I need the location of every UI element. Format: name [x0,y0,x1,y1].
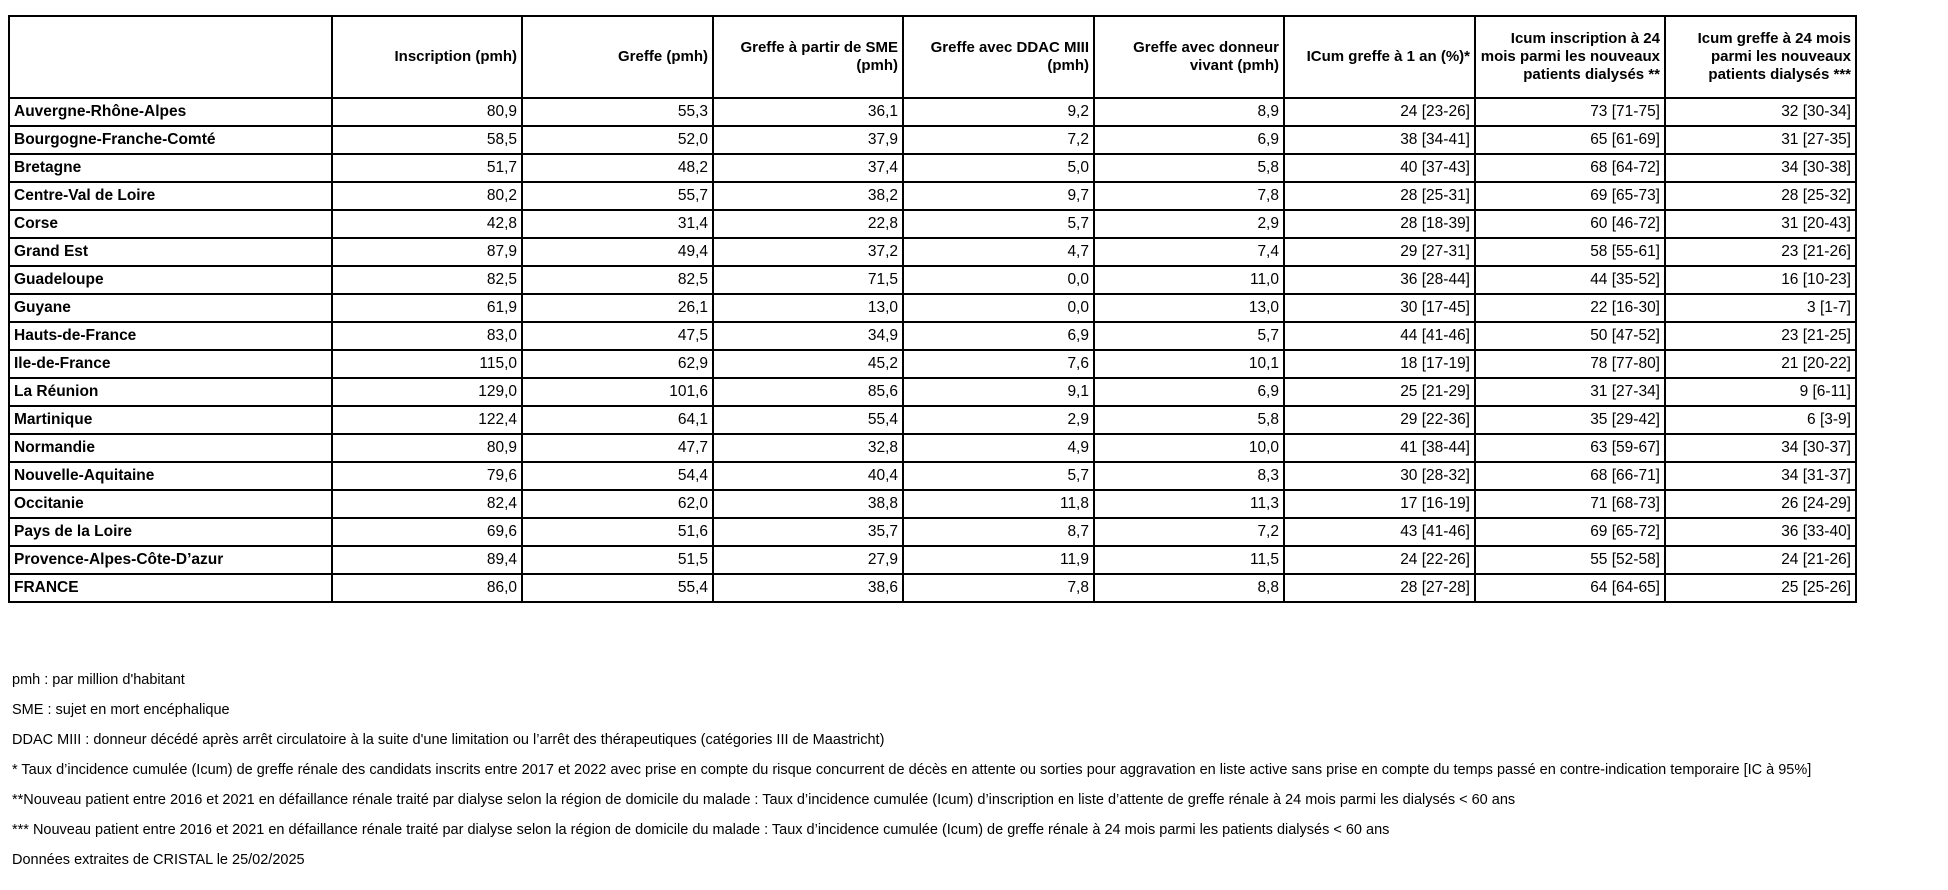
value-cell: 7,4 [1094,238,1284,266]
table-row [9,574,1856,602]
value-cell: 13,0 [713,294,903,322]
region-name-cell: Centre-Val de Loire [9,182,332,210]
value-cell: 82,5 [332,266,522,294]
value-cell: 36 [28-44] [1284,266,1475,294]
value-cell: 3 [1-7] [1665,294,1856,322]
value-cell: 47,7 [522,434,713,462]
value-cell: 68 [64-72] [1475,154,1665,182]
value-cell: 47,5 [522,322,713,350]
value-cell: 0,0 [903,294,1094,322]
value-cell: 35,7 [713,518,903,546]
region-name-cell: FRANCE [9,574,332,602]
column-header: Icum greffe à 24 mois parmi les nouveaux patients dialysés *** [1665,16,1856,98]
value-cell: 11,8 [903,490,1094,518]
column-header: Inscription (pmh) [332,16,522,98]
footnotes [12,665,1942,875]
value-cell: 48,2 [522,154,713,182]
value-cell: 13,0 [1094,294,1284,322]
region-name-cell: Grand Est [9,238,332,266]
value-cell: 4,7 [903,238,1094,266]
value-cell: 80,9 [332,434,522,462]
value-cell: 7,6 [903,350,1094,378]
value-cell: 37,4 [713,154,903,182]
value-cell: 6,9 [903,322,1094,350]
table-row [9,406,1856,434]
value-cell: 42,8 [332,210,522,238]
table-body [9,98,1856,602]
value-cell: 71,5 [713,266,903,294]
region-name-cell: Provence-Alpes-Côte-D’azur [9,546,332,574]
value-cell: 25 [25-26] [1665,574,1856,602]
value-cell: 38,6 [713,574,903,602]
value-cell: 5,8 [1094,406,1284,434]
value-cell: 49,4 [522,238,713,266]
value-cell: 63 [59-67] [1475,434,1665,462]
table-row [9,98,1856,126]
value-cell: 129,0 [332,378,522,406]
table-row [9,518,1856,546]
value-cell: 69,6 [332,518,522,546]
region-name-cell: Normandie [9,434,332,462]
value-cell: 43 [41-46] [1284,518,1475,546]
value-cell: 31 [20-43] [1665,210,1856,238]
value-cell: 9 [6-11] [1665,378,1856,406]
table-row [9,322,1856,350]
value-cell: 122,4 [332,406,522,434]
value-cell: 37,9 [713,126,903,154]
value-cell: 115,0 [332,350,522,378]
value-cell: 31 [27-35] [1665,126,1856,154]
region-name-cell: Ile-de-France [9,350,332,378]
value-cell: 5,0 [903,154,1094,182]
region-name-cell: Hauts-de-France [9,322,332,350]
value-cell: 9,1 [903,378,1094,406]
value-cell: 7,8 [1094,182,1284,210]
table-row [9,210,1856,238]
column-header: Greffe avec DDAC MIII (pmh) [903,16,1094,98]
value-cell: 82,4 [332,490,522,518]
value-cell: 5,7 [903,462,1094,490]
table-row [9,462,1856,490]
regional-transplant-table [8,15,1857,603]
table-row [9,350,1856,378]
value-cell: 51,5 [522,546,713,574]
table-row [9,266,1856,294]
region-name-cell: Nouvelle-Aquitaine [9,462,332,490]
value-cell: 62,9 [522,350,713,378]
value-cell: 23 [21-26] [1665,238,1856,266]
column-header: Icum inscription à 24 mois parmi les nouveaux patients dialysés ** [1475,16,1665,98]
value-cell: 55,3 [522,98,713,126]
value-cell: 9,7 [903,182,1094,210]
region-name-cell: Bretagne [9,154,332,182]
value-cell: 24 [22-26] [1284,546,1475,574]
value-cell: 8,3 [1094,462,1284,490]
value-cell: 22 [16-30] [1475,294,1665,322]
value-cell: 35 [29-42] [1475,406,1665,434]
value-cell: 5,8 [1094,154,1284,182]
table-row [9,546,1856,574]
value-cell: 8,8 [1094,574,1284,602]
region-name-cell: La Réunion [9,378,332,406]
value-cell: 17 [16-19] [1284,490,1475,518]
value-cell: 34,9 [713,322,903,350]
value-cell: 64 [64-65] [1475,574,1665,602]
value-cell: 54,4 [522,462,713,490]
value-cell: 28 [27-28] [1284,574,1475,602]
region-name-cell: Auvergne-Rhône-Alpes [9,98,332,126]
region-name-cell: Bourgogne-Franche-Comté [9,126,332,154]
value-cell: 6 [3-9] [1665,406,1856,434]
region-name-cell: Occitanie [9,490,332,518]
value-cell: 28 [25-32] [1665,182,1856,210]
value-cell: 36,1 [713,98,903,126]
value-cell: 26 [24-29] [1665,490,1856,518]
value-cell: 44 [35-52] [1475,266,1665,294]
table-row [9,126,1856,154]
value-cell: 45,2 [713,350,903,378]
region-name-cell: Guadeloupe [9,266,332,294]
footnote-line: **Nouveau patient entre 2016 et 2021 en défaillance rénale traité par dialyse selon la région de domicile du malade : Taux d’incidence cumulée (Icum) d’inscription en liste d’attente de greffe rénale à 24 mois parmi les dialysés < 60 ans [12,792,1516,808]
value-cell: 0,0 [903,266,1094,294]
value-cell: 51,7 [332,154,522,182]
value-cell: 40 [37-43] [1284,154,1475,182]
value-cell: 4,9 [903,434,1094,462]
region-name-cell: Martinique [9,406,332,434]
value-cell: 86,0 [332,574,522,602]
value-cell: 78 [77-80] [1475,350,1665,378]
value-cell: 50 [47-52] [1475,322,1665,350]
value-cell: 26,1 [522,294,713,322]
value-cell: 11,5 [1094,546,1284,574]
value-cell: 32 [30-34] [1665,98,1856,126]
column-header: ICum greffe à 1 an (%)* [1284,16,1475,98]
footnote-line: Données extraites de CRISTAL le 25/02/2025 [12,852,305,868]
value-cell: 27,9 [713,546,903,574]
region-name-cell: Guyane [9,294,332,322]
header-corner-cell [9,16,332,98]
value-cell: 18 [17-19] [1284,350,1475,378]
footnote-line: SME : sujet en mort encéphalique [12,702,230,718]
footnote-line: *** Nouveau patient entre 2016 et 2021 en défaillance rénale traité par dialyse selon la région de domicile du malade : Taux d’incidence cumulée (Icum) de greffe rénale à 24 mois parmi les patients dialysés < 60 ans [12,822,1390,838]
region-name-cell: Pays de la Loire [9,518,332,546]
table-row [9,490,1856,518]
value-cell: 25 [21-29] [1284,378,1475,406]
value-cell: 69 [65-72] [1475,518,1665,546]
value-cell: 5,7 [1094,322,1284,350]
value-cell: 55,4 [713,406,903,434]
value-cell: 6,9 [1094,126,1284,154]
value-cell: 7,2 [1094,518,1284,546]
value-cell: 8,9 [1094,98,1284,126]
value-cell: 64,1 [522,406,713,434]
value-cell: 2,9 [1094,210,1284,238]
value-cell: 32,8 [713,434,903,462]
value-cell: 38,8 [713,490,903,518]
value-cell: 89,4 [332,546,522,574]
value-cell: 36 [33-40] [1665,518,1856,546]
value-cell: 7,2 [903,126,1094,154]
value-cell: 82,5 [522,266,713,294]
value-cell: 10,0 [1094,434,1284,462]
value-cell: 34 [30-37] [1665,434,1856,462]
value-cell: 69 [65-73] [1475,182,1665,210]
value-cell: 30 [17-45] [1284,294,1475,322]
value-cell: 23 [21-25] [1665,322,1856,350]
table-row [9,182,1856,210]
value-cell: 31 [27-34] [1475,378,1665,406]
value-cell: 79,6 [332,462,522,490]
value-cell: 29 [22-36] [1284,406,1475,434]
column-header: Greffe avec donneur vivant (pmh) [1094,16,1284,98]
value-cell: 58 [55-61] [1475,238,1665,266]
value-cell: 73 [71-75] [1475,98,1665,126]
value-cell: 87,9 [332,238,522,266]
value-cell: 41 [38-44] [1284,434,1475,462]
value-cell: 65 [61-69] [1475,126,1665,154]
value-cell: 62,0 [522,490,713,518]
value-cell: 29 [27-31] [1284,238,1475,266]
value-cell: 11,3 [1094,490,1284,518]
table-row [9,154,1856,182]
value-cell: 10,1 [1094,350,1284,378]
value-cell: 24 [21-26] [1665,546,1856,574]
value-cell: 16 [10-23] [1665,266,1856,294]
value-cell: 30 [28-32] [1284,462,1475,490]
value-cell: 28 [25-31] [1284,182,1475,210]
value-cell: 2,9 [903,406,1094,434]
footnote-line: DDAC MIII : donneur décédé après arrêt circulatoire à la suite d'une limitation ou l’arrêt des thérapeutiques (catégories III de Maastricht) [12,732,885,748]
value-cell: 21 [20-22] [1665,350,1856,378]
value-cell: 31,4 [522,210,713,238]
value-cell: 6,9 [1094,378,1284,406]
value-cell: 38 [34-41] [1284,126,1475,154]
value-cell: 7,8 [903,574,1094,602]
table-row [9,434,1856,462]
table-header-row [9,16,1856,98]
value-cell: 58,5 [332,126,522,154]
column-header: Greffe (pmh) [522,16,713,98]
value-cell: 85,6 [713,378,903,406]
footnote-line: * Taux d’incidence cumulée (Icum) de greffe rénale des candidats inscrits entre 2017 et 2022 avec prise en compte du risque concurrent de décès en attente ou sorties pour aggravation en liste active sans prise en compte du temps passé en contre-indication temporaire [IC à 95%] [12,762,1812,778]
value-cell: 101,6 [522,378,713,406]
value-cell: 51,6 [522,518,713,546]
value-cell: 9,2 [903,98,1094,126]
value-cell: 5,7 [903,210,1094,238]
table-row [9,238,1856,266]
value-cell: 71 [68-73] [1475,490,1665,518]
value-cell: 55 [52-58] [1475,546,1665,574]
value-cell: 11,0 [1094,266,1284,294]
footnote-line: pmh : par million d'habitant [12,672,185,688]
value-cell: 60 [46-72] [1475,210,1665,238]
table-row [9,378,1856,406]
value-cell: 24 [23-26] [1284,98,1475,126]
value-cell: 52,0 [522,126,713,154]
value-cell: 22,8 [713,210,903,238]
value-cell: 38,2 [713,182,903,210]
value-cell: 34 [30-38] [1665,154,1856,182]
value-cell: 28 [18-39] [1284,210,1475,238]
value-cell: 40,4 [713,462,903,490]
region-name-cell: Corse [9,210,332,238]
value-cell: 83,0 [332,322,522,350]
value-cell: 44 [41-46] [1284,322,1475,350]
value-cell: 80,9 [332,98,522,126]
value-cell: 34 [31-37] [1665,462,1856,490]
value-cell: 55,4 [522,574,713,602]
value-cell: 61,9 [332,294,522,322]
value-cell: 37,2 [713,238,903,266]
value-cell: 80,2 [332,182,522,210]
value-cell: 68 [66-71] [1475,462,1665,490]
column-header: Greffe à partir de SME (pmh) [713,16,903,98]
value-cell: 55,7 [522,182,713,210]
value-cell: 8,7 [903,518,1094,546]
value-cell: 11,9 [903,546,1094,574]
table-row [9,294,1856,322]
